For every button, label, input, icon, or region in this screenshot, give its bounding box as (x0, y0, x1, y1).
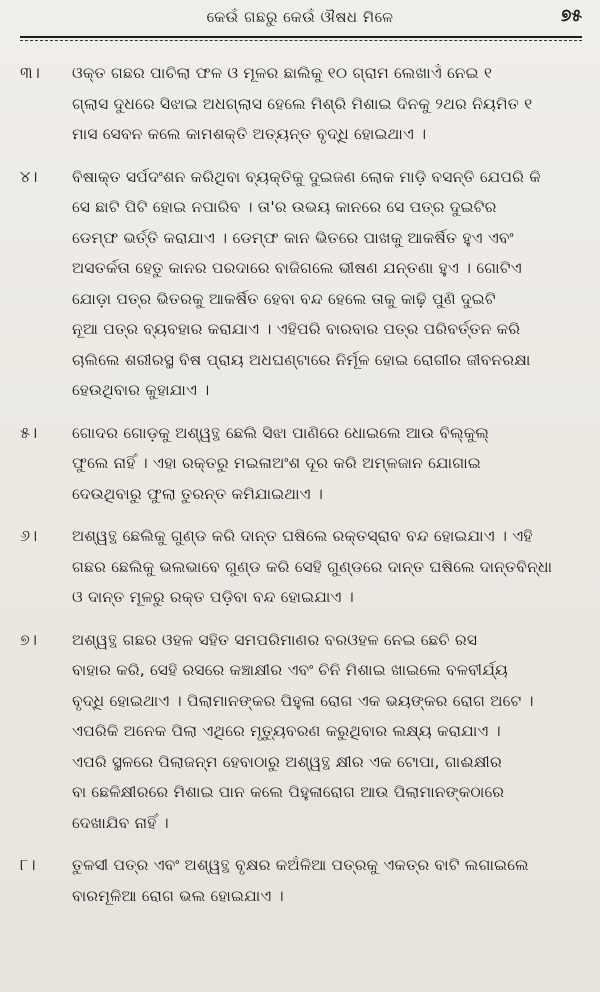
entry-number: ୩। (20, 63, 40, 82)
entry-5 (18, 418, 582, 510)
text-line: ହେଉଥିବାର କୁହାଯାଏ । (72, 381, 210, 399)
text-line: ଗଛର ଛେଲିକୁ ଭଲଭାବେ ଗୁଣ୍ଡ କରି ସେହି ଗୁଣ୍ଡରେ ଦାନ୍ତ ଘଷିଲେ ଦାନ୍ତବିନ୍ଧା (72, 557, 553, 576)
entry-4 (18, 162, 582, 406)
text-line: ଗ୍ଲାସ ଦୁଧରେ ସିଝାଇ ଅଧଗ୍ଲାସ ହେଲେ ମିଶ୍ରି ମିଶାଇ ଦିନକୁ ୨ଥର ନିୟମିତ ୧ (72, 94, 533, 113)
entry-text (72, 418, 582, 510)
running-title: କେଉଁ ଗଛରୁ କେଉଁ ଔଷଧ ମିଳେ (206, 8, 394, 26)
text-line: ବିଷାକ୍ତ ସର୍ପଦଂଶନ କରିଥିବା ବ୍ୟକ୍ତିକୁ ଦୁଇଜଣ ଲୋକ ମାଡ଼ି ବସନ୍ତି ଯେପରି କି (72, 167, 541, 186)
entry-7 (18, 625, 582, 839)
entry-text (72, 58, 582, 150)
text-line: ବୃଦ୍ଧି ହୋଇଥାଏ । ପିଲାମାନଙ୍କର ପିହୁଳା ରୋଗ ଏକ ଭୟଙ୍କର ରୋଗ ଅଟେ । (72, 691, 534, 710)
text-line: ବା ଛେଳିକ୍ଷୀରରେ ମିଶାଇ ପାନ କଲେ ପିହୁଳାରୋଗ ଆଉ ପିଲାମାନଙ୍କଠାରେ (72, 783, 505, 801)
entry-text (72, 162, 582, 406)
entry-number: ୬। (20, 526, 38, 545)
entry-text (72, 521, 582, 613)
entry-number: ୪। (20, 166, 38, 186)
entry-text (72, 850, 582, 911)
text-line: ଯୋଡ଼ା ପତ୍ର ଭିତରକୁ ଆକର୍ଷିତ ହେବା ବନ୍ଦ ହେଲେ ତାକୁ କାଢ଼ି ପୁଣି ଦୁଇଟି (72, 289, 496, 308)
text-line: ବାରମୂଳିଆ ରୋଗ ଭଲ ହୋଇଯାଏ । (72, 886, 284, 905)
text-line: ଅସତର୍କତା ହେତୁ କାନର ପରଦାରେ ବାଜିଗଲେ ଭୀଷଣ ଯନ୍ତଣା ହୁଏ । ଗୋଟିଏ (72, 259, 522, 277)
entry-number: ୫। (20, 422, 38, 442)
text-line: ନୂଆ ପତ୍ର ବ୍ୟବହାର କରାଯାଏ । ଏହିପରି ବାରବାର ପତ୍ର ପରିବର୍ତ୍ତନ କରି (72, 320, 521, 338)
entry-number: ୭। (20, 629, 37, 649)
text-line: ଓକ୍ତ ଗଛର ପାଚିଲା ଫଳ ଓ ମୂଳର ଛାଲିକୁ ୧୦ ଗ୍ରାମ ଲେଖାଏଁ ନେଇ ୧ (72, 64, 493, 82)
page-body (18, 58, 582, 911)
header-rule (20, 36, 582, 44)
entry-8 (18, 850, 582, 911)
text-line: ଡେମ୍ଫ ଭର୍ତ୍ତି କରାଯାଏ । ଡେମ୍ଫ କାନ ଭିତରେ ପାଖକୁ ଆକର୍ଷିତ ହୁଏ ଏବଂ (72, 228, 514, 247)
text-line: ମାସ ସେବନ କଲେ କାମଶକ୍ତି ଅତ୍ୟନ୍ତ ବୃଦ୍ଧି ହୋଇଥାଏ । (72, 125, 427, 143)
text-line: ଗୋଦର ଗୋଡ଼କୁ ଅଶ୍ୱତ୍ଥ ଛେଲି ସିଝା ପାଣିରେ ଧୋଇଲେ ଆଉ ବିଲ୍‌କୁଲ୍ (72, 423, 490, 442)
text-line: ଅଶ୍ୱତ୍ଥ ଗଛର ଓହଳ ସହିତ ସମପରିମାଣର ବରଓହଳ ନେଇ ଛେଚି ରସ (72, 630, 478, 649)
entry-text (72, 625, 582, 839)
text-line: ବାହାର କରି, ସେହି ରସରେ କଞ୍ଚାକ୍ଷୀର ଏବଂ ଚିନି ମିଶାଇ ଖାଇଲେ ବଳବୀର୍ଯ୍ୟ (72, 661, 508, 679)
text-line: ଓ ଦାନ୍ତ ମୂଳରୁ ରକ୍ତ ପଡ଼ିବା ବନ୍ଦ ହୋଇଯାଏ । (72, 588, 354, 606)
text-line: ଏପରି ସ୍ଥଳରେ ପିଲାଜନ୍ମ ହେବାଠାରୁ ଅଶ୍ୱତ୍ଥ କ୍ଷୀର ଏକ ଟୋପା, ଗାଈକ୍ଷୀର (72, 752, 502, 771)
text-line: ଚାଲିଲେ ଶରୀରସ୍ଥ ବିଷ ପ୍ରାୟ ଅଧଘଣ୍ଟାରେ ନିର୍ମୂଳ ହୋଇ ରୋଗୀର ଜୀବନରକ୍ଷା (72, 350, 531, 369)
page-header (0, 4, 600, 30)
text-line: ସେ ଛାଟି ପିଟି ହୋଇ ନପାରିବ । ତା'ର ଉଭୟ କାନରେ ସେ ପତ୍ର ଦୁଇଟିର (72, 198, 497, 216)
text-line: ଏପରିକି ଅନେକ ପିଲା ଏଥିରେ ମୃତ୍ୟୁବରଣ କରୁଥିବାର ଲକ୍ଷ୍ୟ କରାଯାଏ । (72, 722, 501, 740)
text-line: ତୁଳସୀ ପତ୍ର ଏବଂ ଅଶ୍ୱତ୍ଥ ବୃକ୍ଷର କଅଁଳିଆ ପତ୍ରକୁ ଏକତ୍ର ବାଟି ଲଗାଇଲେ (72, 856, 529, 874)
entry-6 (18, 521, 582, 613)
text-line: ଦେଖାଯିବ ନାହିଁ । (72, 813, 169, 832)
entry-3 (18, 58, 582, 150)
text-line: ଅଶ୍ୱତ୍ଥ ଛେଲିକୁ ଗୁଣ୍ଡ କରି ଦାନ୍ତ ଘଷିଲେ ରକ୍ତସ୍ରାବ ବନ୍ଦ ହୋଇଯାଏ । ଏହି (72, 527, 533, 545)
text-line: ଫୁଲେ ନାହିଁ । ଏହା ରକ୍ତରୁ ମଇଳାଅଂଶ ଦୂର କରି ଅମ୍ଳଜାନ ଯୋଗାଇ (72, 454, 481, 472)
page-number: ୭୫ (560, 6, 582, 26)
text-line: ଦେଉଥିବାରୁ ଫୁଲା ତୁରନ୍ତ କମିଯାଇଥାଏ । (72, 484, 324, 503)
entry-number: ୮। (20, 855, 36, 874)
